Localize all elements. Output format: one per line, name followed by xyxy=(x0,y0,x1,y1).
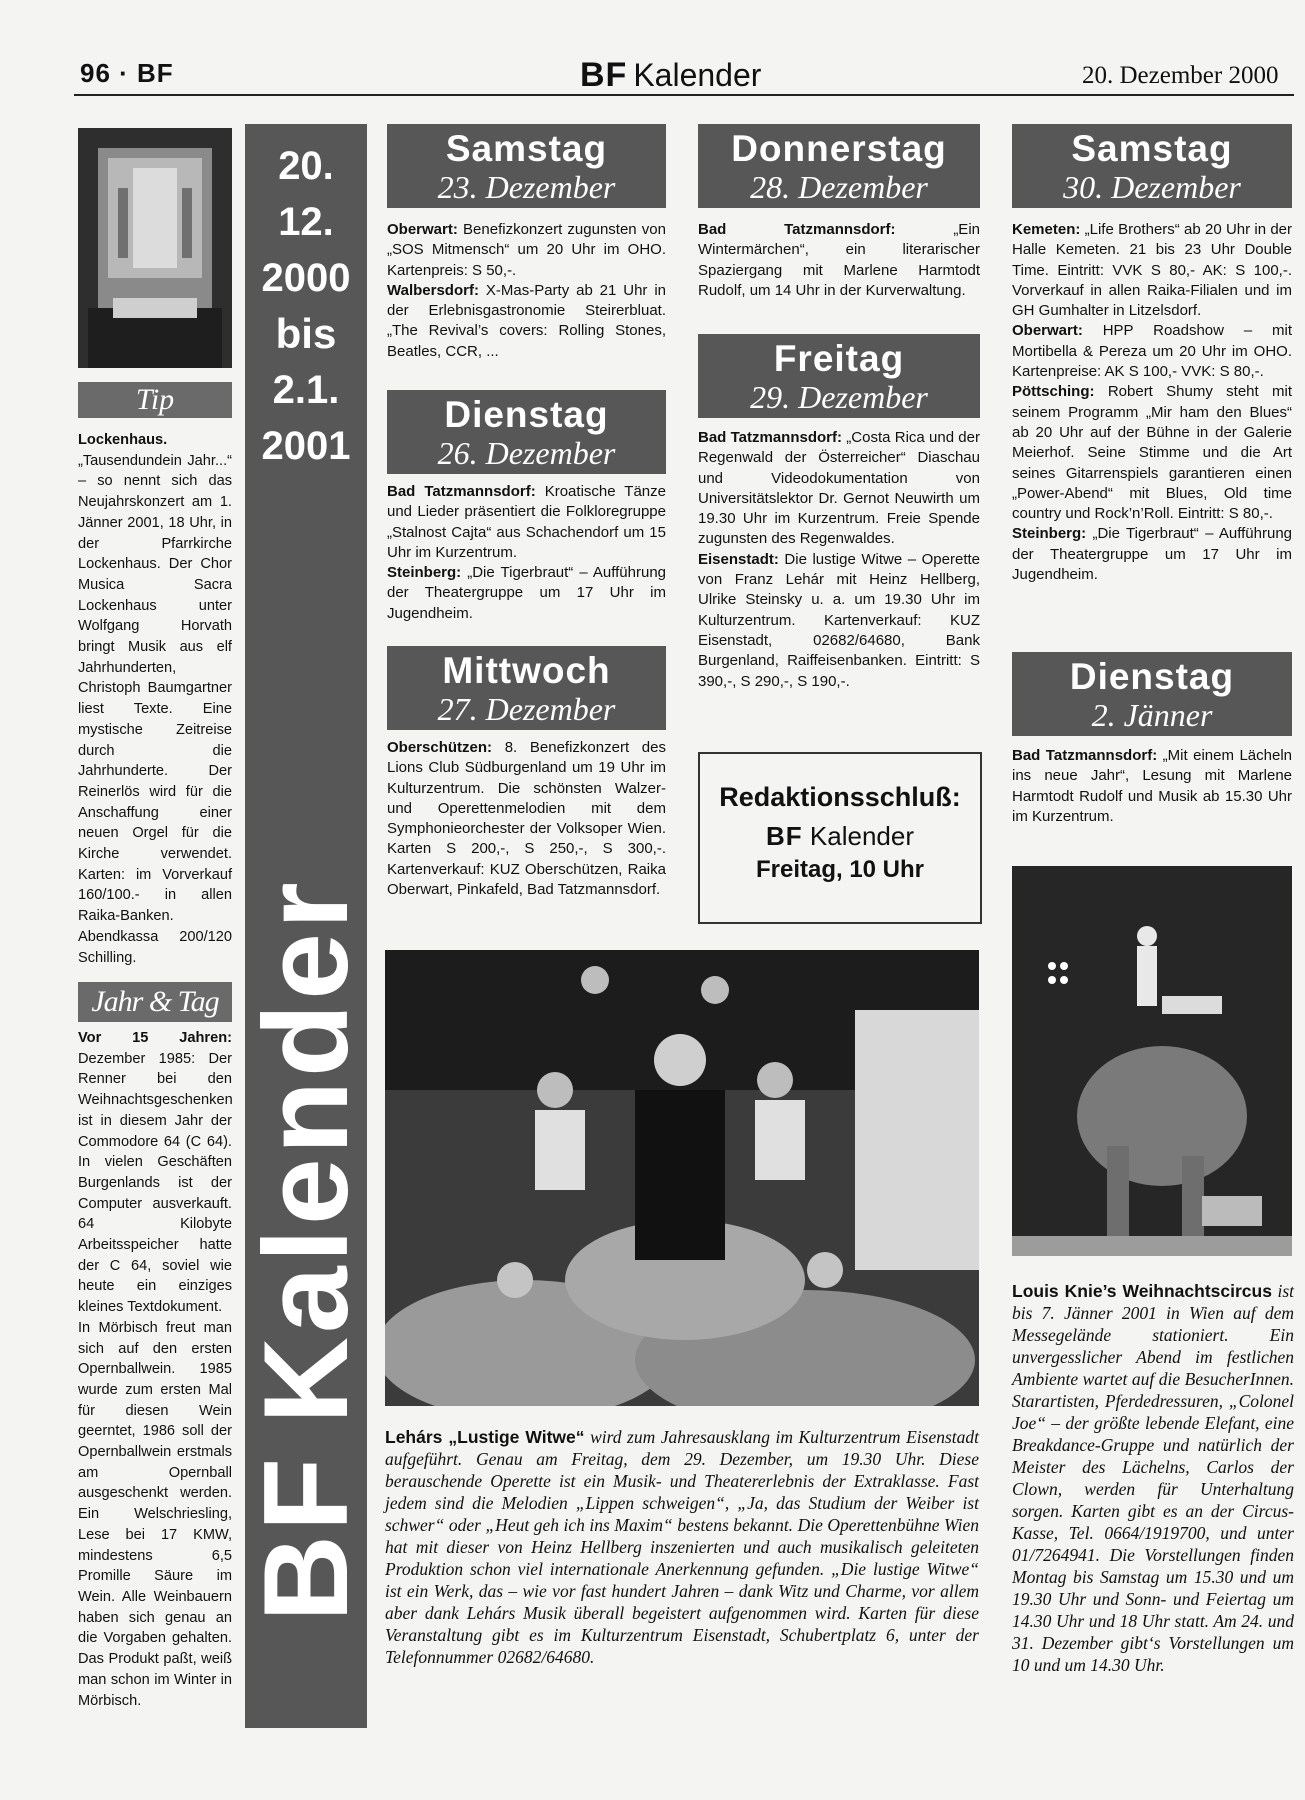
bf-logo: BF xyxy=(580,56,628,94)
event-text: X-Mas-Party ab 21 Uhr in der Erlebnisgastronomie Steirerbluat. „The Revival’s covers: Rolling Stones, Beatles, CCR, ... xyxy=(387,281,666,360)
date-range-line-4: 2.1. xyxy=(272,368,340,412)
deadline-bf-logo: BF xyxy=(766,821,803,851)
day-header-di02 xyxy=(1012,652,1292,736)
day-date: 30. Dezember xyxy=(1063,169,1241,205)
operetta-caption-text: wird zum Jahresausklang im Kulturzentrum Eisenstadt aufgeführt. Genau am Freitag, dem 29. Dezember, um 19.30 Uhr. Diese berauschende Operette ist ein Musik- und Theatererlebnis der Extraklasse. Fast jedem sind die Melodien „Lippen schweigen“, „Ja, das Studium der Weiber ist schwer“ oder „Heut geh ich ins Maxim“ bestens bekannt. Die Operettenbühne Wien hat mit dieser von Heinz Hellberg inszenierten und auch musikalisch geleiteten Produktion schon viel internationale Anerkennung gefunden. „Die lustige Witwe“ ist ein Werk, das – wie vor fast hundert Jahren – dank Witz und Charme, vor allem aber dank Lehárs Musik überall begeistert aufgenommen wird. Karten für diese Veranstaltung gibt es im Kulturzentrum Eisenstadt, Schubertplatz 6, unter der Telefonnummer 02682/64680. xyxy=(385,1427,980,1667)
jahr-tag-body-1: Dezember 1985: Der Renner bei den Weihnachtsgeschenken ist in diesem Jahr der Commodore 64 (C 64). In vielen Geschäften Burgenlands ist der Computer ausverkauft. 64 Kilobyte Arbeitsspeicher hatte der C 64, soviel wie heute ein einziges kleines Textdokument. xyxy=(78,1050,233,1316)
day-header-mi27 xyxy=(387,646,666,730)
operetta-photo-illustration xyxy=(385,950,979,1406)
event-item xyxy=(387,281,666,362)
event-text: Robert Shumy steht mit seinem Programm „Mir ham den Blues“ ab 20 Uhr auf der Bühne in der Galerie Meierhof. Seine Stimme und die Art seines Gitarrenspiels garantieren einen „Power-Abend“ mit Blues, Old time country und Rock’n’Roll. Eintritt: S 80,-. xyxy=(1012,383,1292,523)
event-text: 8. Benefizkonzert des Lions Club Südburgenland um 19 Uhr im Kulturzentrum. Die schönsten Walzer- und Operettenmelodien mit dem Symphonieorchester der Volksoper Wien. Karten S 200,-, S 250,-, S 300,-. Kartenverkauf: KUZ Oberschützen, Raika Oberwart, Pinkafeld, Bad Tatzmannsdorf. xyxy=(387,739,666,899)
jahr-tag-paragraph-1 xyxy=(78,1028,232,1318)
deadline-box xyxy=(698,752,982,924)
event-place: Eisenstadt: xyxy=(698,550,779,568)
day-name: Dienstag xyxy=(444,394,609,435)
day-name: Samstag xyxy=(445,128,608,169)
events-di02 xyxy=(1012,746,1292,827)
circus-caption-lead: Louis Knie’s Weihnachtscircus xyxy=(1012,1281,1272,1301)
event-item xyxy=(698,550,980,692)
event-text: „Mit einem Lächeln ins neue Jahr“, Lesung mit Marlene Harmtodt Rudolf und Musik ab 15.30 Uhr im Kurzentrum. xyxy=(1012,747,1292,825)
day-date: 28. Dezember xyxy=(750,169,928,205)
circus-caption-text: ist bis 7. Jänner 2001 in Wien auf dem Messegelände stationiert. Ein unvergesslicher Abend im festlichen Ambiente wartet auf die BesucherInnen. Starartisten, Pferdedressuren, „Colonel Joe“ – der größte lebende Elefant, eine Breakdance-Gruppe und natürlich der Meister des Lächelns, Carlos der Clown, werden für Unterhaltung sorgen. Karten gibt es an der Circus-Kasse, Tel. 0664/1919700, und unter 01/7264941. Die Vorstellungen finden Montag bis Samstag um 15.30 und um 19.30 Uhr und Sonn- und Feiertag um 14.30 Uhr und 18 Uhr statt. Am 24. und 31. Dezember gibt‘s Vorstellungen um 10 und um 14.30 Uhr. xyxy=(1012,1281,1294,1675)
events-sa30 xyxy=(1012,220,1292,585)
event-item xyxy=(1012,746,1292,827)
day-date: 23. Dezember xyxy=(437,169,616,205)
event-text: „Die Tigerbraut“ – Aufführung der Theatergruppe um 17 Uhr im Jugendheim. xyxy=(1012,525,1293,584)
event-item xyxy=(698,428,980,550)
day-date: 26. Dezember xyxy=(437,435,616,471)
event-place: Oberschützen: xyxy=(387,739,493,756)
circus-caption xyxy=(1012,1280,1294,1676)
event-place: Oberwart: xyxy=(387,221,458,238)
event-item xyxy=(1012,220,1292,321)
deadline-title: Redaktionsschluß: xyxy=(719,782,961,812)
operetta-caption xyxy=(385,1426,979,1668)
event-place: Bad Tatzmannsdorf: xyxy=(698,221,896,238)
day-header-sa30 xyxy=(1012,124,1292,208)
jahr-tag-label: Jahr & Tag xyxy=(78,982,232,1022)
event-text: „Die Tigerbraut“ – Aufführung der Theatergruppe um 17 Uhr im Jugendheim. xyxy=(387,564,667,622)
event-place: Pöttsching: xyxy=(1012,383,1095,401)
date-range xyxy=(245,138,367,474)
event-item xyxy=(698,220,980,301)
events-mi27 xyxy=(387,738,666,900)
day-header-do28 xyxy=(698,124,980,208)
deadline-kalender-word: Kalender xyxy=(809,821,914,851)
event-item xyxy=(1012,382,1292,524)
event-place: Bad Tatzmannsdorf: xyxy=(698,429,842,446)
church-photo xyxy=(78,128,232,368)
event-text: HPP Roadshow – mit Mortibella & Pereza um 20 Uhr im OHO. Kartenpreise: AK S 100,- VVK: S 80,-. xyxy=(1012,322,1292,381)
tip-label: Tip xyxy=(78,382,232,418)
date-range-line-1: 20. 12. xyxy=(278,144,334,244)
circus-photo-illustration xyxy=(1012,866,1292,1256)
church-photo-illustration xyxy=(78,128,232,368)
deadline-time: Freitag, 10 Uhr xyxy=(755,856,925,883)
circus-photo xyxy=(1012,866,1292,1256)
event-text: Benefizkonzert zugunsten von „SOS Mitmensch“ um 20 Uhr im OHO. Kartenpreis: S 50,-. xyxy=(387,221,666,279)
header-rule xyxy=(74,94,1294,96)
jahr-tag-text xyxy=(78,1028,232,1711)
date-range-line-2: 2000 xyxy=(261,256,351,300)
page-number: 96 · BF xyxy=(80,58,174,88)
kalender-vertical-title xyxy=(237,878,375,1621)
event-item xyxy=(387,220,666,281)
event-place: Walbersdorf: xyxy=(387,281,479,299)
day-date: 27. Dezember xyxy=(437,691,616,727)
day-name: Freitag xyxy=(773,338,905,379)
tip-body: „Tausendundein Jahr...“ – so nennt sich das Neujahrskonzert am 1. Jänner 2001, 18 Uhr, in der Pfarrkirche Lockenhaus. Der Chor Musica Sacra Lockenhaus unter Wolfgang Horvath bringt Musik aus elf Jahrhunderten, Christoph Baumgartner liest Texte. Eine mystische Zeitreise durch die Jahrhunderte. Der Reinerlös wird für die Anschaffung einer neuen Orgel für die Kirche verwendet. Karten: im Vorverkauf 160/100.- in allen Raika-Banken. Abendkassa 200/120 Schilling. xyxy=(78,452,232,966)
event-place: Steinberg: xyxy=(1012,525,1087,543)
page-title xyxy=(580,56,761,95)
operetta-caption-lead: Lehárs „Lustige Witwe“ xyxy=(385,1427,585,1447)
date-range-line-3: bis xyxy=(275,310,337,357)
events-fr29 xyxy=(698,428,980,692)
event-place: Oberwart: xyxy=(1012,322,1083,340)
page-title-text: Kalender xyxy=(633,57,762,93)
day-name: Mittwoch xyxy=(442,650,611,691)
jahr-tag-lead: Vor 15 Jahren: xyxy=(78,1030,232,1046)
day-name: Donnerstag xyxy=(731,128,947,169)
event-item xyxy=(387,482,666,563)
events-di26 xyxy=(387,482,666,624)
event-place: Kemeten: xyxy=(1012,221,1081,238)
strip-bf-logo: BF xyxy=(239,1453,373,1622)
event-place: Bad Tatzmannsdorf: xyxy=(1012,747,1158,764)
event-item xyxy=(1012,321,1292,382)
event-item xyxy=(1012,524,1292,585)
day-name: Dienstag xyxy=(1069,656,1235,697)
event-text: Die lustige Witwe – Operette von Franz Lehár mit Heinz Hellberg, Ulrike Steinsky u. a. um 19.30 Uhr im Kulturzentrum. Kartenverkauf: KUZ Eisenstadt, 02682/64680, Bank Burgenland, Raiffeisenbanken. Eintritt: S 390,-, S 290,-, S 190,-. xyxy=(698,550,980,690)
day-name: Samstag xyxy=(1071,128,1233,169)
event-item xyxy=(387,738,666,900)
day-date: 29. Dezember xyxy=(750,379,928,415)
tip-text xyxy=(78,430,232,968)
event-item xyxy=(387,563,666,624)
events-do28 xyxy=(698,220,980,301)
day-header-sa23 xyxy=(387,124,666,208)
event-text: „Ein Wintermärchen“, ein literarischer Spaziergang mit Marlene Harmtodt Rudolf, um 14 Uhr in der Kurverwaltung. xyxy=(698,221,980,299)
event-place: Bad Tatzmannsdorf: xyxy=(387,483,536,500)
date-range-line-5: 2001 xyxy=(261,424,351,468)
event-text: „Costa Rica und der Regenwald der Österreicher“ Diaschau und Videodokumentation von Universitätslektor Dr. Gernot Neuwirth um 19.30 Uhr im Kurzentrum. Freie Spende zugunsten des Regenwaldes. xyxy=(698,429,980,548)
event-place: Steinberg: xyxy=(387,564,462,582)
day-date: 2. Jänner xyxy=(1091,697,1213,733)
day-header-fr29 xyxy=(698,334,980,418)
strip-kalender-word: Kalender xyxy=(239,878,373,1424)
events-sa23 xyxy=(387,220,666,362)
operetta-photo xyxy=(385,950,979,1406)
day-header-di26 xyxy=(387,390,666,474)
event-text: Kroatische Tänze und Lieder präsentiert die Folkloregruppe „Stalnost Cajta“ aus Schachendorf um 15 Uhr im Kurzentrum. xyxy=(387,483,666,561)
event-text: „Life Brothers“ ab 20 Uhr in der Halle Kemeten. 21 bis 23 Uhr Double Time. Eintritt: VVK S 80,- AK: S 100,-. Vorverkauf in allen Raika-Filialen und im GH Gumhalter in Litzelsdorf. xyxy=(1012,221,1293,320)
issue-date: 20. Dezember 2000 xyxy=(1082,62,1279,89)
jahr-tag-paragraph-2: In Mörbisch freut man sich auf den ersten Opernballwein. 1985 wurde zum ersten Mal für diesen Wein geerntet, 1986 soll der Opernballwein erstmals am Opernball ausgeschenkt werden. Ein Welschriesling, Lese bei 17 KMW, mindestens 6,5 Promille Säure im Wein. Alle Weinbauern haben sich genau an die Vorgaben gehalten. Das Produkt paßt, weiß man schon im Winter in Mörbisch. xyxy=(78,1319,232,1709)
tip-lead: Lockenhaus. xyxy=(78,432,168,448)
deadline-kalender xyxy=(700,821,980,852)
